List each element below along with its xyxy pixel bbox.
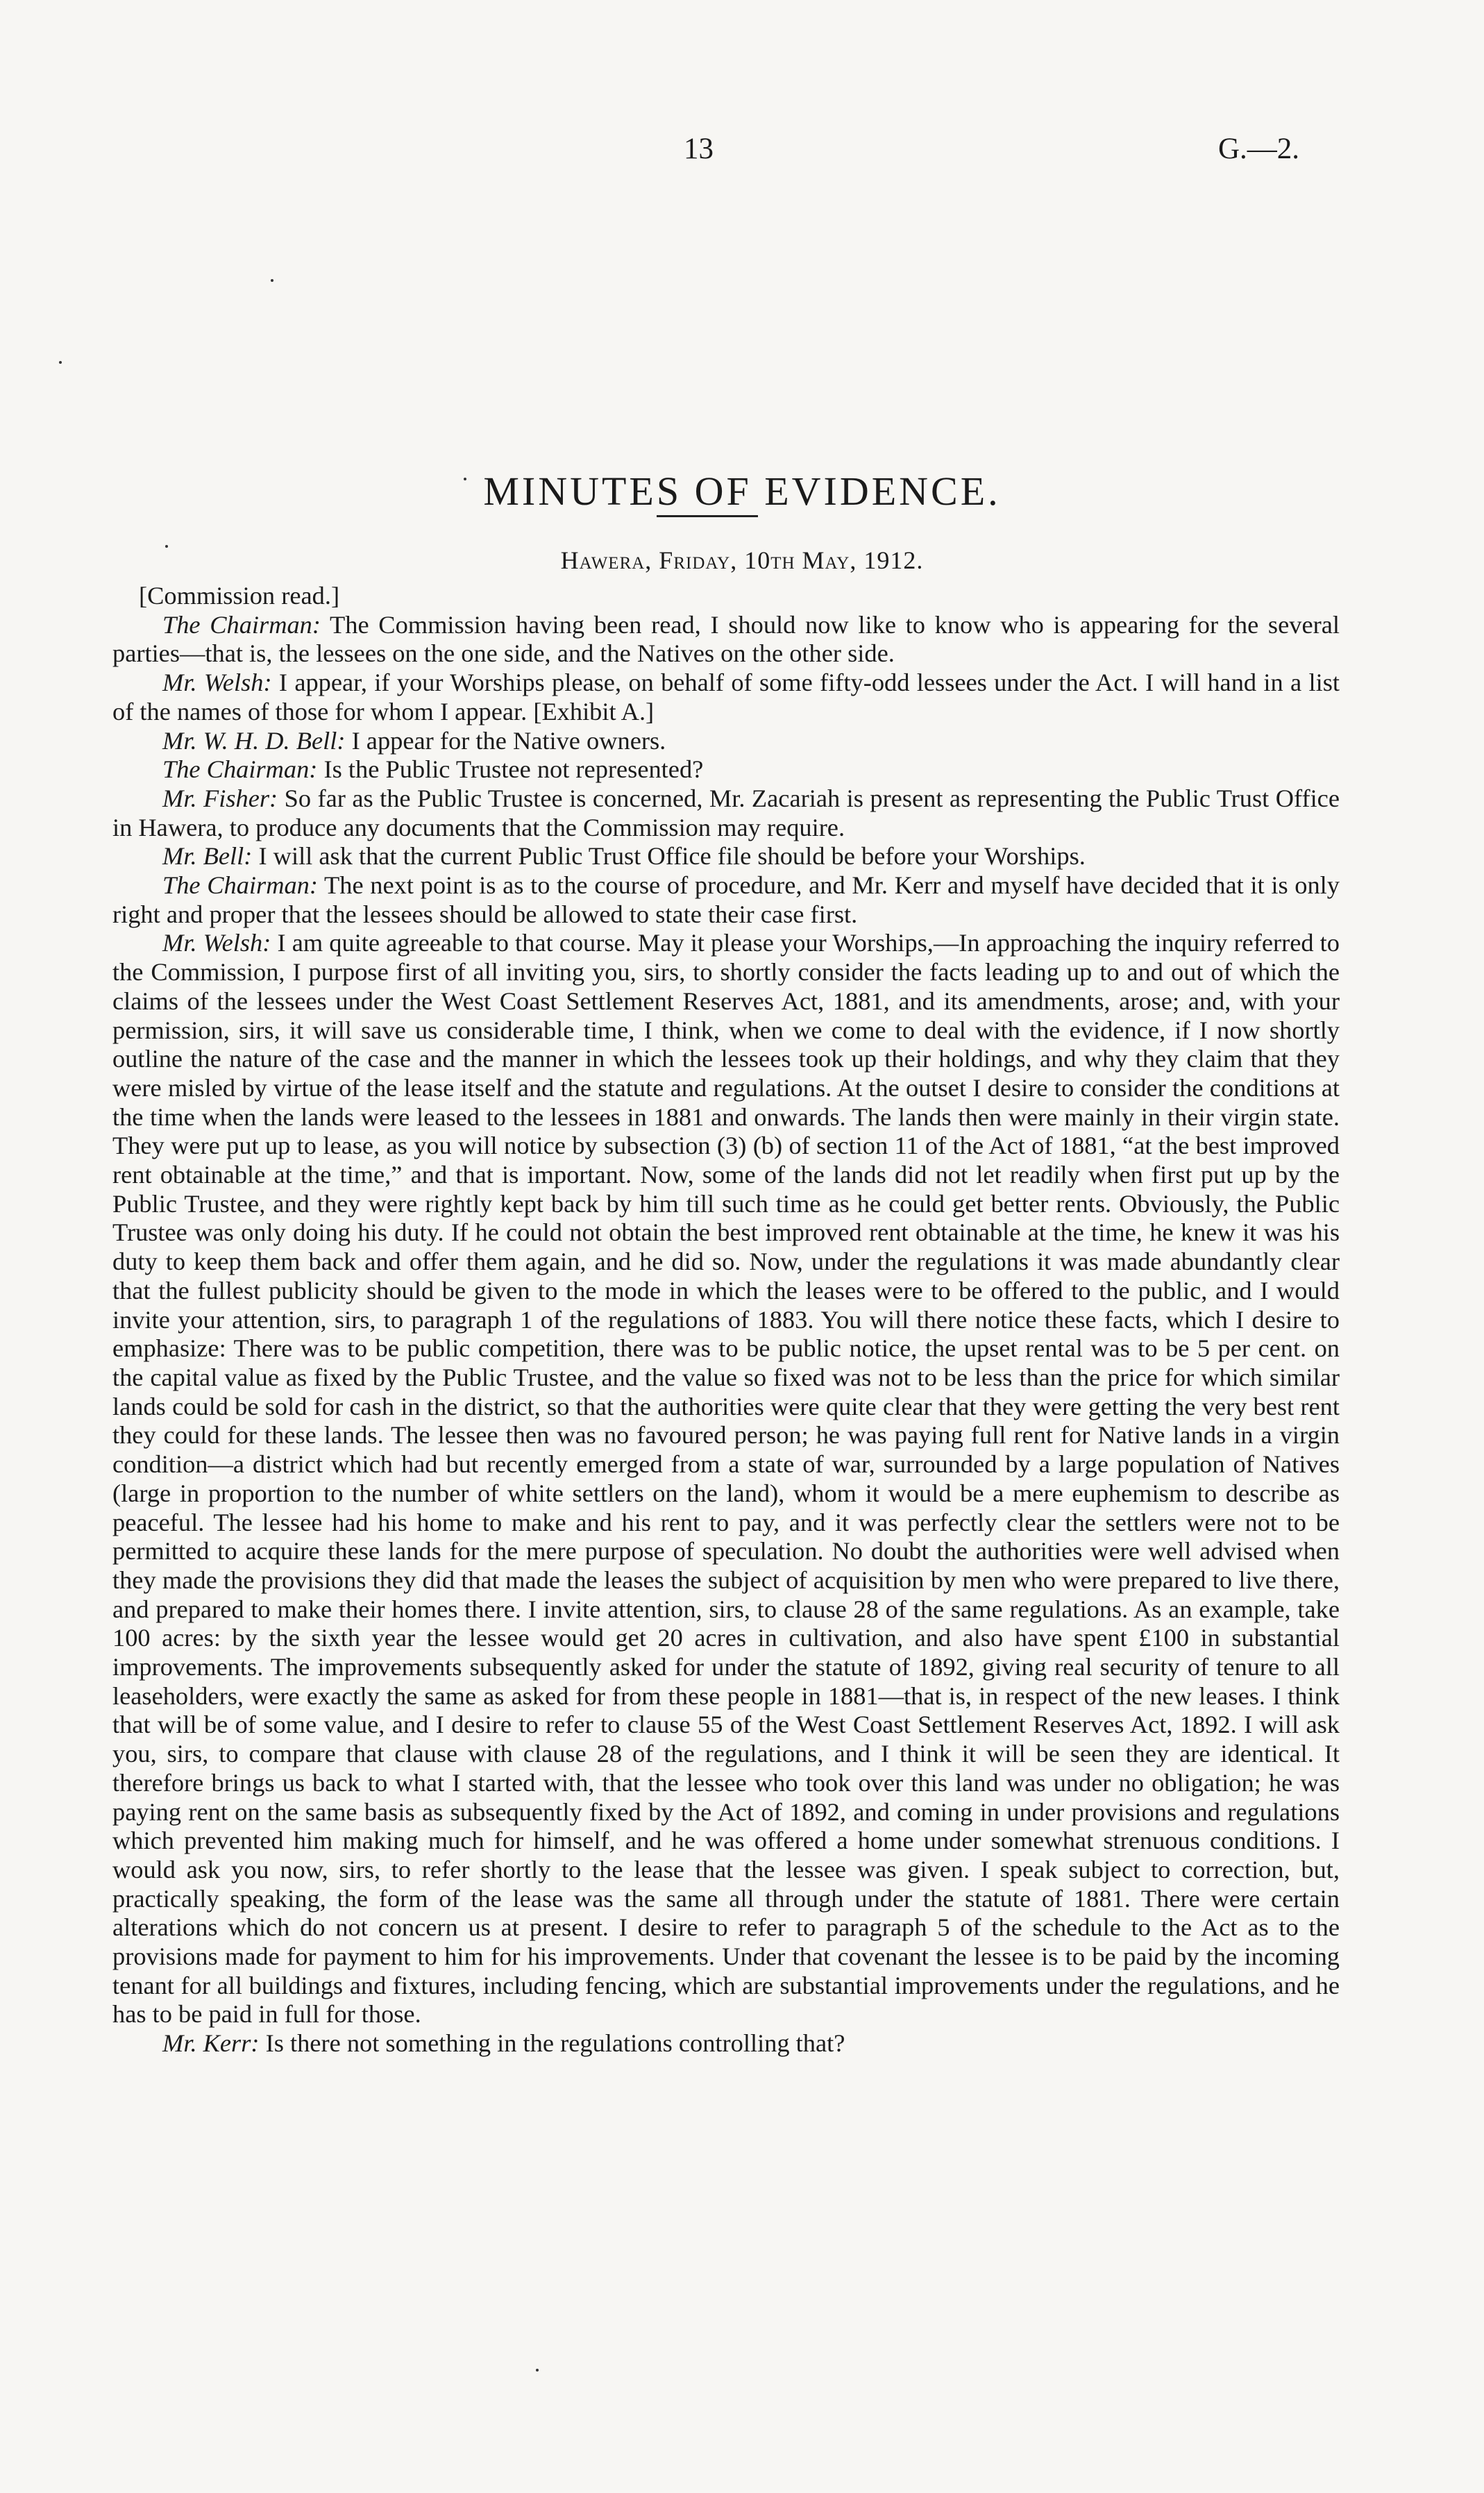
- speaker-name: Mr. W. H. D. Bell:: [162, 726, 346, 755]
- speaker-name: Mr. Kerr:: [162, 2029, 260, 2058]
- speaker-name: The Chairman:: [162, 871, 318, 900]
- paragraph: [112, 727, 1340, 756]
- paragraph-text: The next point is as to the course of procedure, and Mr. Kerr and myself have decided that it is only right and proper that the lessees should be allowed to state their case first.: [112, 871, 1340, 928]
- series-reference: G.—2.: [1218, 133, 1300, 165]
- paragraph-text: I am quite agreeable to that course. May it please your Worships,—In approaching the inquiry referred to the Commission, I purpose first of all inviting you, sirs, to shortly consider the facts leading up to and out of which the claims of the lessees under the West Coast Settlement Reserves Act, 1881, and its amendments, arose; and, with your permission, sirs, it will save us considerable time, I think, when we come to deal with the evidence, if I now shortly outline the nature of the case and the manner in which the lessees took up their holdings, and why they claim that they were misled by virtue of the lease itself and the statute and regulations. At the outset I desire to consider the conditions at the time when the lands were leased to the lessees in 1881 and onwards. The lands then were mainly in their virgin state. They were put up to lease, as you will notice by subsection (3) (b) of section 11 of the Act of 1881, “at the best improved rent obtainable at the time,” and that is important. Now, some of the lands did not let readily when first put up by the Public Trustee, and they were rightly kept back by him till such time as he could get better rents. Obviously, the Public Trustee was only doing his duty. If he could not obtain the best improved rent obtainable at the time, he knew it was his duty to keep them back and offer them again, and he did so. Now, under the regulations it was made abundantly clear that the fullest publicity should be given to the mode in which the leases were to be offered to the public, and I would invite your attention, sirs, to paragraph 1 of the regulations of 1883. You will there notice these facts, which I desire to emphasize: There was to be public competition, there was to be public notice, the upset rental was to be 5 per cent. on the capital value as fixed by the Public Trustee, and the value so fixed was not to be less than the price for which similar lands could be sold for cash in the district, so that the authorities were quite clear that they were getting the very best rent they could for these lands. The lessee then was no favoured person; he was paying full rent for Native lands in a virgin condition—a district which had but recently emerged from a state of war, surrounded by a large population of Natives (large in proportion to the number of white settlers on the land), whom it would be a mere euphemism to describe as peaceful. The lessee had his home to make and his rent to pay, and it was perfectly clear the settlers were not to be permitted to acquire these lands for the mere purpose of speculation. No doubt the authorities were well advised when they made the provisions they did that made the leases the subject of acquisition by men who were prepared to live there, and prepared to make their homes there. I invite attention, sirs, to clause 28 of the same regulations. As an example, take 100 acres: by the sixth year the lessee would get 20 acres in cultivation, and also have spent £100 in substantial improvements. The improvements subsequently asked for under the statute of 1892, giving real security of tenure to all leaseholders, were exactly the same as asked for from these people in 1881—that is, in respect of the new leases. I think that will be of some value, and I desire to refer to clause 55 of the West Coast Settlement Reserves Act, 1892. I will ask you, sirs, to compare that clause with clause 28 of the regulations, and I think it will be seen they are identical. It therefore brings us back to what I started with, that the lessee who took over this land was under no obligation; he was paying rent on the same basis as subsequently fixed by the Act of 1892, and coming in under provisions and regulations which prevented him making much for himself, and he was offered a home under somewhat strenuous conditions. I would ask you now, sirs, to refer shortly to the lease that the lessee was given. I speak subject to correction, but, practically speaking, the form of the lease was the same all through under the statute of 1881. There were certain alterations which do not concern us at present. I desire to refer to paragraph 5 of the schedule to the Act as to the provisions made for payment to him for his improvements. Under that covenant the lessee is to be paid by the incoming tenant for all buildings and fixtures, including fencing, which are substantial improvements under the regulations, and he has to be paid in full for those.: [112, 929, 1340, 2029]
- scan-speck: [464, 478, 466, 480]
- scan-speck: [271, 279, 273, 282]
- paragraph-text: Is the Public Trustee not represented?: [317, 755, 704, 784]
- paragraph: [112, 669, 1340, 726]
- paragraph-text: [Commission read.]: [139, 582, 340, 610]
- paragraph: [112, 842, 1340, 871]
- paragraph-text: The Commission having been read, I should now like to know who is appearing for the several parties—that is, the lessees on the one side, and the Natives on the other side.: [112, 610, 1340, 668]
- speaker-name: Mr. Fisher:: [162, 784, 278, 812]
- speaker-name: The Chairman:: [162, 755, 318, 784]
- paragraph: [112, 784, 1340, 842]
- paragraph-text: I will ask that the current Public Trust Office file should be before your Worships.: [252, 842, 1086, 871]
- page-title: MINUTES OF EVIDENCE.: [483, 468, 1001, 514]
- paragraph: [112, 611, 1340, 669]
- paragraph: [112, 755, 1340, 784]
- body-text: [112, 582, 1340, 2058]
- speaker-name: The Chairman:: [162, 610, 321, 639]
- scan-speck: [165, 545, 168, 548]
- paragraph: [112, 582, 1340, 611]
- paragraph-text: I appear, if your Worships please, on behalf of some fifty-odd lessees under the Act. I will hand in a list of the names of those for whom I appear. [Exhibit A.]: [112, 669, 1340, 725]
- paragraph-text: I appear for the Native owners.: [345, 726, 666, 755]
- speaker-name: Mr. Welsh:: [162, 669, 272, 697]
- paragraph: [112, 929, 1340, 2029]
- page-number: 13: [684, 133, 714, 165]
- dateline: Hawera, Friday, 10th May, 1912.: [560, 546, 924, 574]
- scan-speck: [536, 2369, 539, 2372]
- scan-speck: [59, 361, 62, 364]
- speaker-name: Mr. Bell:: [162, 842, 253, 871]
- paragraph-text: Is there not something in the regulations controlling that?: [259, 2029, 845, 2058]
- paragraph: [112, 871, 1340, 929]
- paragraph: [112, 2029, 1340, 2058]
- title-rule: [657, 515, 758, 517]
- speaker-name: Mr. Welsh:: [162, 929, 271, 957]
- paragraph-text: So far as the Public Trustee is concerned, Mr. Zacariah is present as representing the Public Trust Office in Hawera, to produce any documents that the Commission may require.: [112, 784, 1340, 841]
